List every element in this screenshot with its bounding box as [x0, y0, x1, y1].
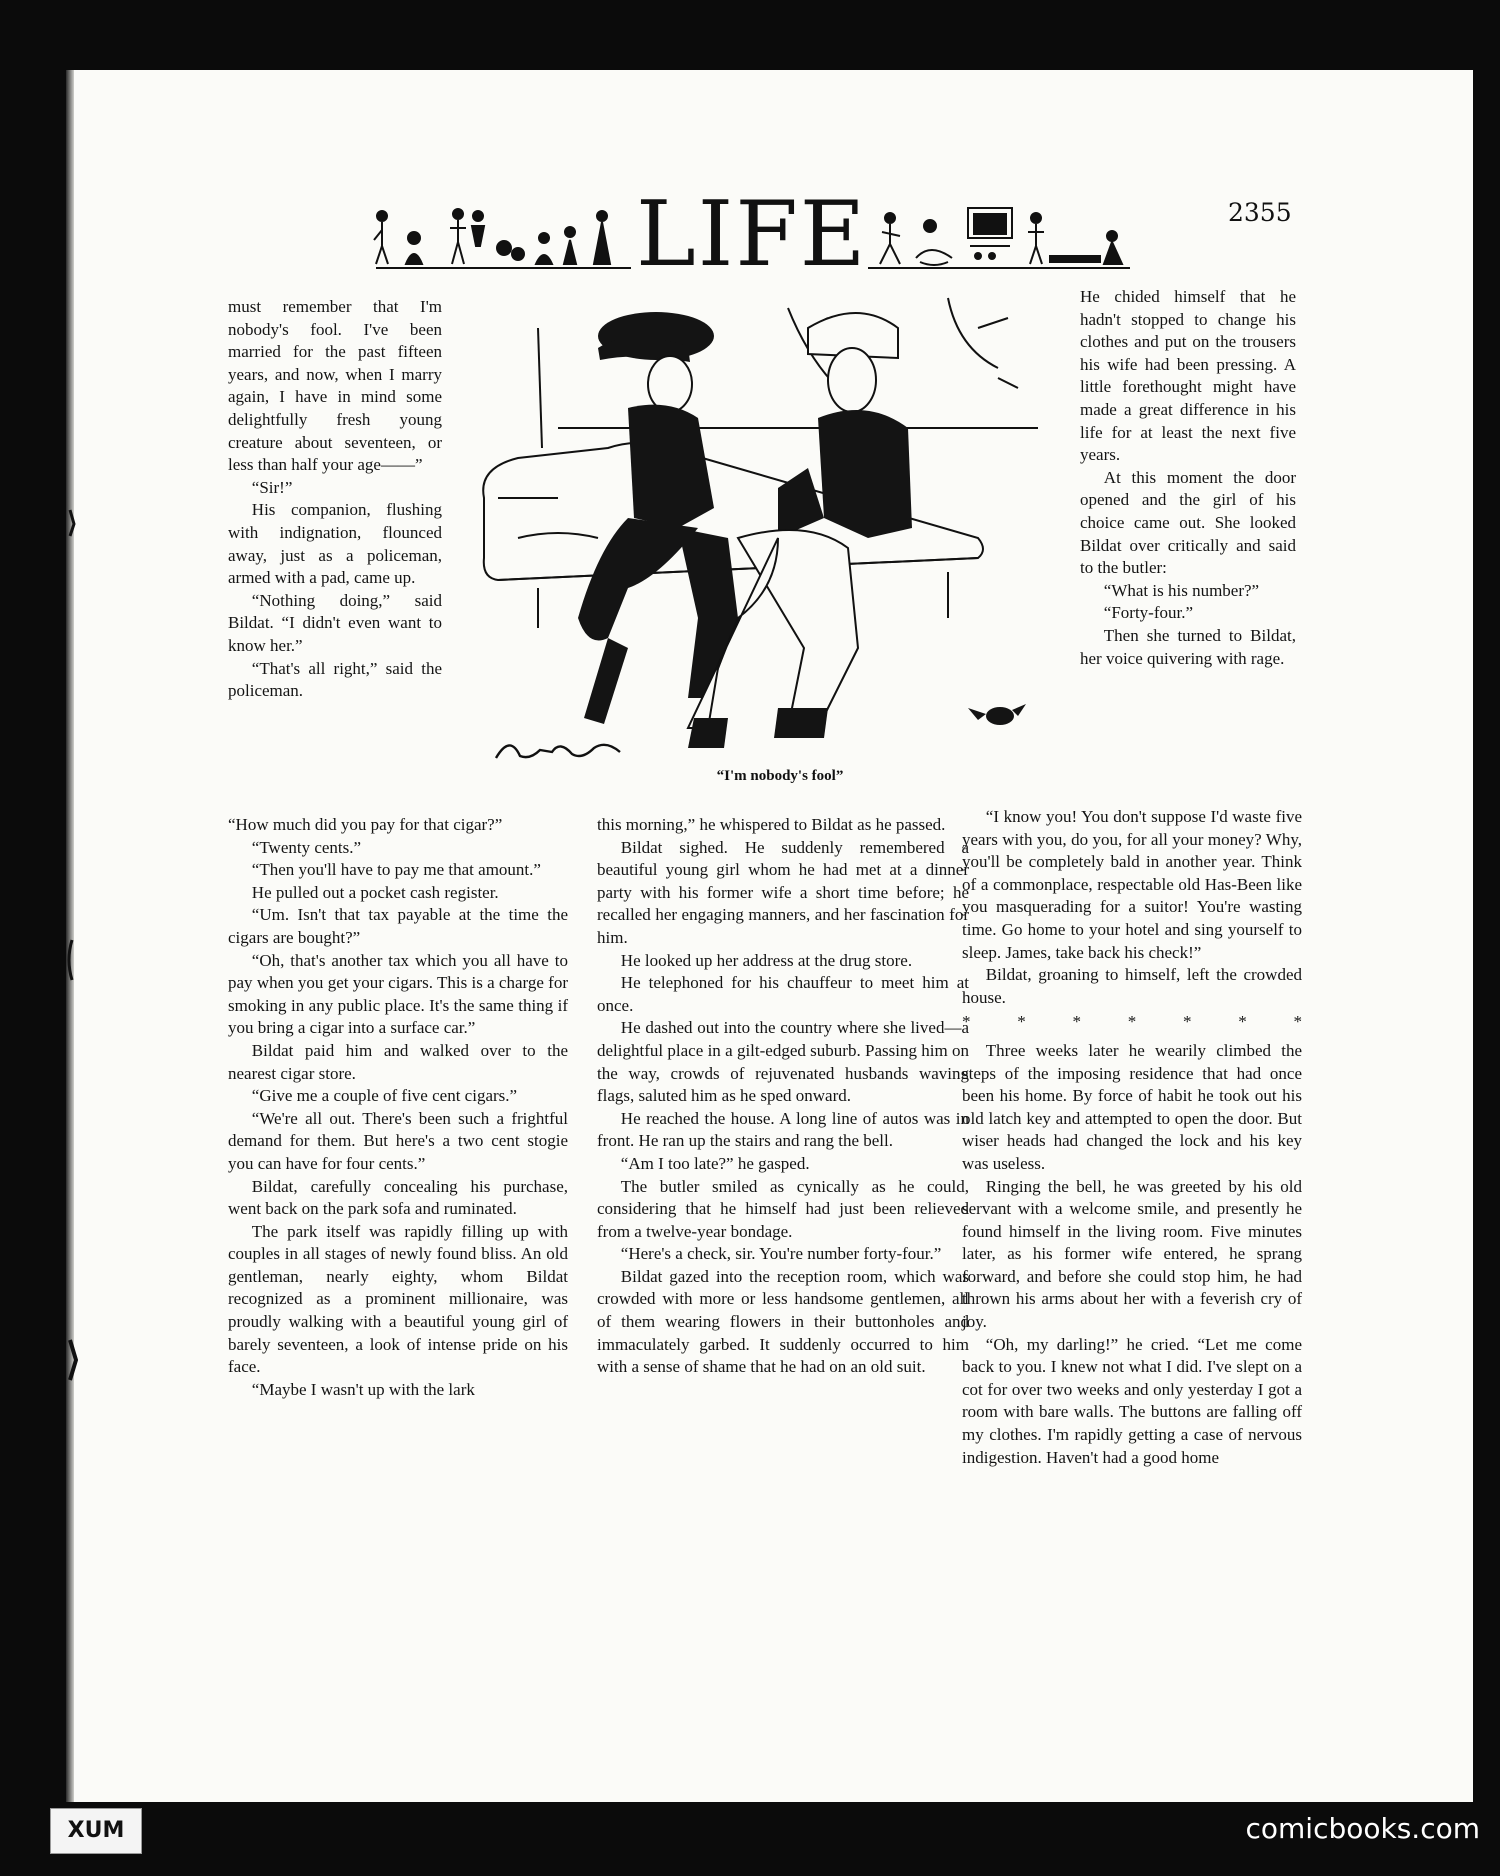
illustration-caption: “I'm nobody's fool” [716, 768, 844, 784]
column-1-bottom [228, 814, 568, 1401]
paragraph: “Here's a check, sir. You're number forty-four.” [620, 1244, 942, 1264]
paragraph: “Then you'll have to pay me that amount.” [251, 860, 541, 880]
column-3-top [1080, 286, 1296, 670]
paragraph: “Maybe I wasn't up with the lark [251, 1379, 475, 1399]
watermark: comicbooks.com [1245, 1812, 1480, 1845]
paragraph: “Am I too late?” he gasped. [620, 1153, 810, 1173]
paragraph: “Nothing doing,” said Bildat. “I didn't even want to know her.” [228, 590, 442, 655]
paragraph: “I know you! You don't suppose I'd waste five years with you, do you, for all your money? Why, you'll be completely bald in another year. Think of a commonplace, respectable old Has-Been like you masquerading for a suitor! You're wasting time. Go home to your hotel and sing yourself to sleep. James, take back his check!” [962, 807, 1302, 962]
masthead [366, 182, 1136, 287]
paragraph: The park itself was rapidly filling up with couples in all stages of newly found bliss. An old gentleman, nearly eighty, whom Bildat recognized as a prominent millionaire, was proudly walking with a beautiful young girl of barely seventeen, a look of intense pride on his face. [228, 1221, 568, 1377]
paragraph: “What is his number?” [1103, 580, 1260, 600]
paragraph: must remember that I'm nobody's fool. I've been married for the past fifteen years, and now, when I marry again, I have in mind some delightfully fresh young creature about seventeen, or less than half your age——” [228, 297, 442, 475]
paragraph: Then she turned to Bildat, her voice quivering with rage. [1080, 625, 1296, 668]
binding-edge-marks [66, 500, 78, 1400]
paragraph: “Oh, that's another tax which you all have to pay when you get your cigars. This is a charge for smoking in any public place. It's the same thing if you bring a cigar into a surface car.” [228, 950, 568, 1038]
paragraph: He pulled out a pocket cash register. [251, 882, 499, 902]
paragraph: His companion, flushing with indignation, flounced away, just as a policeman, armed with a pad, came up. [228, 500, 442, 588]
column-1-top [228, 296, 442, 703]
scan-tag: XUM [50, 1808, 142, 1854]
paragraph: “Twenty cents.” [251, 837, 362, 857]
paragraph: Bildat gazed into the reception room, which was crowded with more or less handsome gentlemen, all of them wearing flowers in their buttonholes and immaculately garbed. It suddenly occurred to him with a sense of shame that he had on an old suit. [597, 1266, 969, 1377]
left-ornament-figures [366, 202, 636, 272]
paragraph: Bildat, carefully concealing his purchase, went back on the park sofa and ruminated. [228, 1176, 568, 1219]
paragraph: “Sir!” [251, 477, 293, 497]
paragraph: He chided himself that he hadn't stopped to change his clothes and put on the trousers his wife had been pressing. A little forethought might have made a great difference in his life for at least the next five years. [1080, 287, 1296, 465]
paragraph: Ringing the bell, he was greeted by his old servant with a welcome smile, and presently he found himself in the living room. Five minutes later, as his former wife entered, he sprang forward, and before she could stop him, he had thrown his arms about her with a feverish cry of joy. [962, 1176, 1302, 1332]
paragraph: “Forty-four.” [1103, 603, 1194, 623]
paragraph: “We're all out. There's been such a frightful demand for them. But here's a two cent stogie you can have for four cents.” [228, 1108, 568, 1173]
paragraph: Bildat sighed. He suddenly remembered a beautiful young girl whom he had met at a dinner party with his former wife a short time before; he recalled her engaging manners, and her fascination for him. [597, 837, 969, 947]
right-ornament-figures [860, 202, 1136, 272]
paragraph: “Oh, my darling!” he cried. “Let me come back to you. I knew not what I did. I've slept on a cot for over two weeks and only yesterday I got a room with bare walls. The buttons are falling off my clothes. I'm rapidly getting a case of nervous indigestion. Haven't had a good home [962, 1334, 1302, 1467]
column-3-bottom [962, 806, 1302, 1469]
cartoon-illustration [478, 288, 1052, 764]
paragraph: At this moment the door opened and the girl of his choice came out. She looked Bildat over critically and said to the butler: [1080, 467, 1296, 578]
paragraph: Bildat paid him and walked over to the nearest cigar store. [228, 1040, 568, 1083]
paragraph: “That's all right,” said the policeman. [228, 658, 442, 701]
paragraph: He looked up her address at the drug store. [620, 950, 913, 970]
paragraph: Bildat, groaning to himself, left the crowded house. [962, 965, 1302, 1007]
column-2 [597, 814, 969, 1379]
paragraph: “Um. Isn't that tax payable at the time the cigars are bought?” [228, 905, 568, 947]
paragraph: “Give me a couple of five cent cigars.” [251, 1086, 518, 1106]
paragraph: He reached the house. A long line of autos was in front. He ran up the stairs and rang the bell. [597, 1108, 969, 1151]
paragraph: The butler smiled as cynically as he could, considering that he himself had just been relieved from a twelve-year bondage. [597, 1176, 969, 1241]
page-number: 2355 [1228, 198, 1292, 227]
paragraph: “How much did you pay for that cigar?” [228, 815, 503, 834]
artist-signature-mark [490, 730, 630, 766]
paragraph: He dashed out into the country where she lived—a delightful place in a gilt-edged suburb. Passing him on the way, crowds of rejuvenated husbands waving flags, saluted him as he sped onward. [597, 1018, 969, 1106]
paragraph: Three weeks later he wearily climbed the steps of the imposing residence that had once been his home. By force of habit he took out his old latch key and attempted to open the door. But wiser heads had changed the lock and his key was useless. [962, 1040, 1302, 1173]
paragraph: this morning,” he whispered to Bildat as he passed. [597, 815, 946, 834]
paragraph: He telephoned for his chauffeur to meet him at once. [597, 973, 969, 1015]
magazine-title: LIFE [636, 182, 868, 287]
section-break: * * * * * * * [962, 1012, 1302, 1032]
